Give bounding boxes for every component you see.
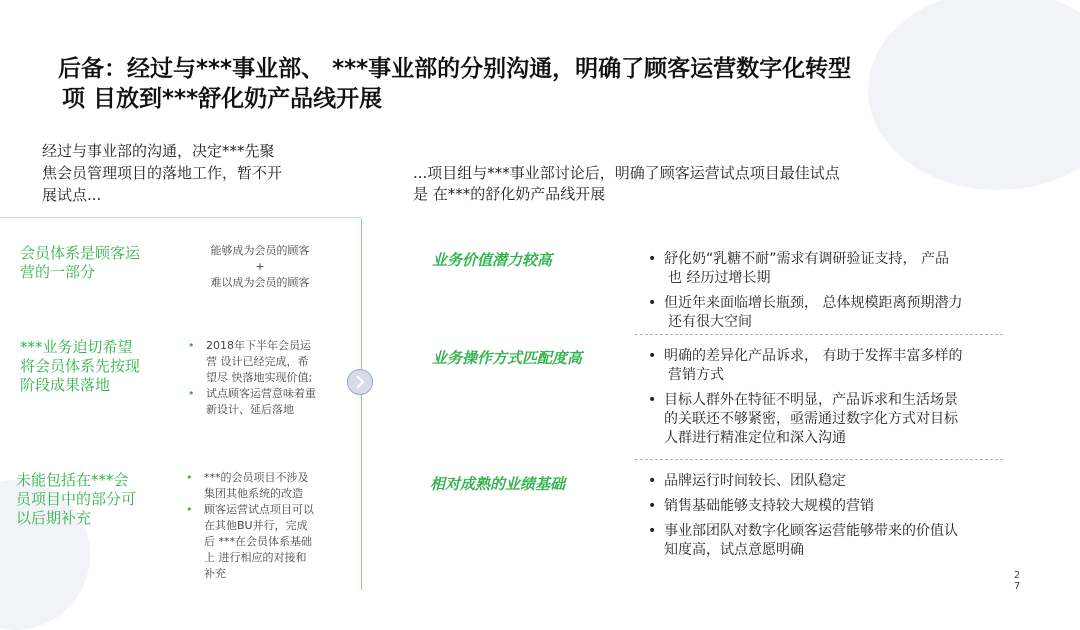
bullet-line: 舒化奶“乳糖不耐”需求有调研验证支持， 产品 [664, 251, 949, 267]
bullet-line: 目标人群外在特征不明显，产品诉求和生活场景 [664, 392, 958, 408]
bullet-line: 2018年下半年会员运 [206, 339, 311, 352]
intro-left-line: 经过与事业部的沟通，决定***先聚 [42, 142, 275, 160]
left-row-2-label [20, 338, 170, 395]
bullet-dot-icon: • [648, 473, 657, 489]
bullet-line: 明确的差异化产品诉求， 有助于发挥丰富多样的 [664, 348, 963, 364]
bullet-line: 品牌运行时间较长、团队稳定 [664, 473, 846, 489]
bullet-dot-icon: • [188, 339, 195, 352]
bullet-line: 在其他BU并行，完成 [204, 519, 308, 532]
left-row-1-label [20, 244, 170, 282]
detail-line: + [255, 260, 265, 273]
list-item [186, 470, 346, 502]
bullet-line: 望尽 快落地实现价值; [206, 371, 313, 384]
label-line: 营的一部分 [20, 263, 96, 281]
list-item [648, 522, 1008, 560]
row-divider [635, 459, 1003, 460]
label-line: 将会员体系先按现 [20, 357, 141, 375]
list-item [648, 294, 1008, 332]
bullet-dot-icon: • [648, 295, 657, 311]
label-line: 员项目中的部分可 [16, 490, 137, 508]
bullet-line: 但近年来面临增长瓶颈， 总体规模距离预期潜力 [664, 295, 963, 311]
bullet-line: 试点顾客运营意味着重 [206, 387, 316, 400]
row-divider [635, 334, 1003, 335]
bullet-dot-icon: • [648, 392, 657, 408]
bullet-line: 补充 [204, 567, 226, 580]
page-title [58, 54, 1038, 114]
intro-right-text [413, 163, 933, 205]
bullet-line: 新设计、延后落地 [206, 403, 294, 416]
bullet-dot-icon: • [648, 348, 657, 364]
left-top-divider [0, 217, 361, 218]
right-row-2-bullets [648, 347, 1008, 454]
list-item [648, 347, 1008, 385]
list-item [186, 502, 346, 582]
bullet-line: 知度高，试点意愿明确 [664, 542, 804, 558]
list-item [648, 250, 1008, 288]
bullet-line: 也 经历过增长期 [668, 270, 771, 286]
bullet-line: 人群进行精准定位和深入沟通 [664, 430, 846, 446]
intro-left-line: 展试点... [42, 186, 102, 204]
label-line: ***业务迫切希望 [20, 338, 133, 356]
right-row-1-bullets [648, 250, 1008, 338]
bullet-line: 的关联还不够紧密，亟需通过数字化方式对目标 [664, 411, 958, 427]
left-row-3-label [16, 471, 166, 528]
intro-right-line: 是 在***的舒化奶产品线开展 [413, 185, 606, 203]
bullet-line: 营销方式 [668, 367, 724, 383]
bullet-line: 集团其他系统的改造 [204, 487, 303, 500]
intro-left-line: 焦会员管理项目的落地工作，暂不开 [42, 164, 283, 182]
bullet-line: 还有很大空间 [668, 314, 752, 330]
right-row-3-heading: 相对成熟的业绩基础 [430, 475, 566, 493]
list-item [648, 391, 1008, 448]
bullet-line: ***的会员项目不涉及 [204, 471, 309, 484]
bullet-line: 销售基础能够支持较大规模的营销 [664, 498, 874, 514]
bullet-line: 上 进行相应的对接和 [204, 551, 307, 564]
bullet-line: 后 ***在会员体系基础 [204, 535, 312, 548]
label-line: 以后期补充 [16, 509, 92, 527]
left-row-2-bullets [188, 338, 348, 418]
left-row-3-bullets [186, 470, 346, 582]
page-number [1013, 570, 1021, 592]
bullet-line: 营 设计已经完成，希 [206, 355, 309, 368]
page-number-digit: 2 [1013, 570, 1021, 581]
bullet-dot-icon: • [188, 387, 195, 400]
next-button[interactable] [347, 369, 373, 395]
bullet-dot-icon: • [186, 471, 193, 484]
bullet-line: 顾客运营试点项目可以 [204, 503, 314, 516]
intro-right-line: ...项目组与***事业部讨论后，明确了顾客运营试点项目最佳试点 [413, 164, 840, 182]
label-line: 未能包括在***会 [16, 471, 129, 489]
bullet-dot-icon: • [648, 498, 657, 514]
list-item [188, 338, 348, 386]
detail-line: 难以成为会员的顾客 [210, 276, 310, 289]
right-row-3-bullets [648, 472, 1008, 566]
page-number-digit: 7 [1013, 581, 1021, 592]
center-divider [361, 218, 362, 590]
bullet-dot-icon: • [648, 251, 657, 267]
bullet-dot-icon: • [186, 503, 193, 516]
bullet-dot-icon: • [648, 523, 657, 539]
bullet-line: 事业部团队对数字化顾客运营能够带来的价值认 [664, 523, 958, 539]
label-line: 会员体系是顾客运 [20, 244, 141, 262]
list-item [648, 472, 1008, 491]
intro-left-text [42, 140, 342, 206]
label-line: 阶段成果落地 [20, 376, 111, 394]
page-title-line-1: 后备：经过与***事业部、 ***事业部的分别沟通，明确了顾客运营数字化转型 [58, 56, 852, 82]
right-row-1-heading: 业务价值潜力较高 [432, 251, 553, 269]
page-title-line-2: 项 目放到***舒化奶产品线开展 [62, 86, 383, 112]
left-row-1-detail [190, 243, 330, 291]
right-row-2-heading: 业务操作方式匹配度高 [432, 349, 583, 367]
chevron-right-icon [354, 375, 366, 389]
detail-line: 能够成为会员的顾客 [210, 244, 310, 257]
list-item [188, 386, 348, 418]
list-item [648, 497, 1008, 516]
